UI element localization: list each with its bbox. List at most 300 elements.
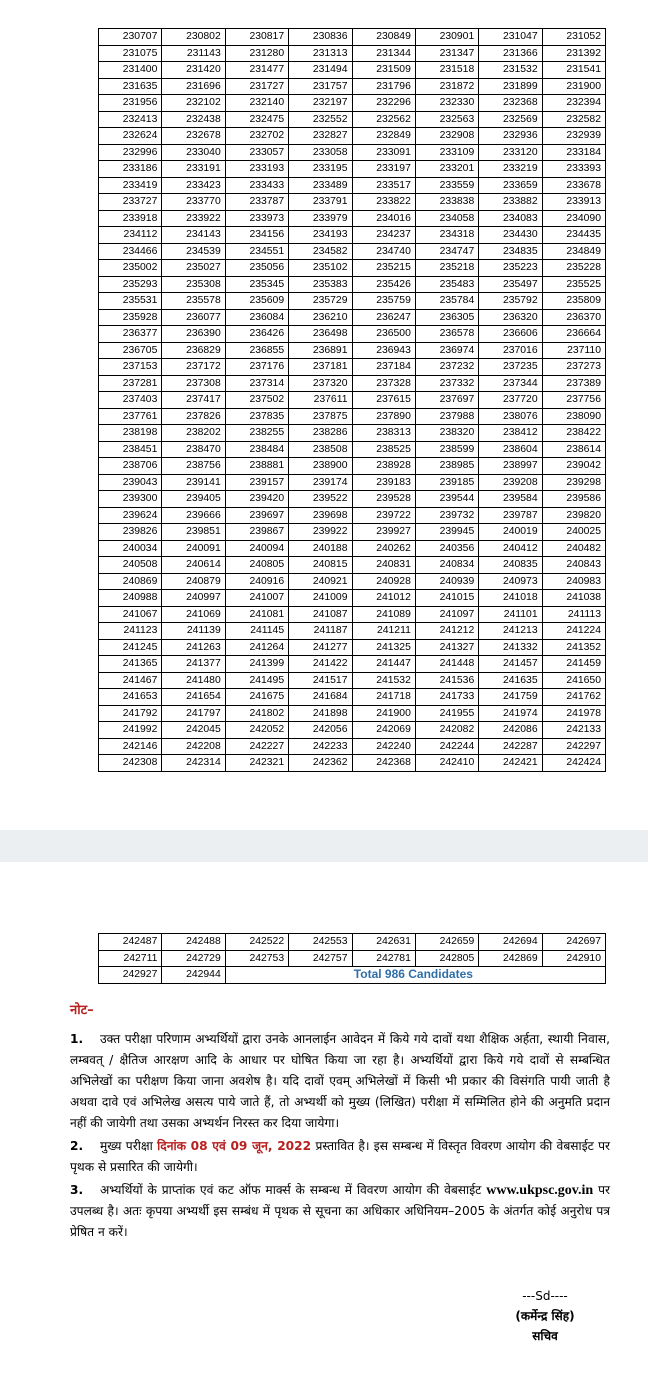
table-cell: 241422 — [289, 656, 352, 673]
table-cell: 240188 — [289, 540, 352, 557]
table-cell: 233423 — [162, 177, 225, 194]
table-row — [99, 177, 606, 194]
table-row — [99, 672, 606, 689]
table-cell: 241675 — [225, 689, 288, 706]
table-cell: 233918 — [99, 210, 162, 227]
table-row — [99, 375, 606, 392]
table-cell: 242487 — [99, 934, 162, 951]
table-cell: 232827 — [289, 128, 352, 145]
table-cell: 236305 — [415, 309, 478, 326]
table-cell: 233678 — [542, 177, 605, 194]
table-cell: 232296 — [352, 95, 415, 112]
table-cell: 237184 — [352, 359, 415, 376]
table-cell: 238198 — [99, 425, 162, 442]
table-cell: 242659 — [415, 934, 478, 951]
table-cell: 240921 — [289, 573, 352, 590]
table-cell: 237502 — [225, 392, 288, 409]
table-cell: 240997 — [162, 590, 225, 607]
table-cell: 241067 — [99, 606, 162, 623]
table-cell: 237988 — [415, 408, 478, 425]
table-row — [99, 623, 606, 640]
table-cell: 234143 — [162, 227, 225, 244]
table-cell: 239697 — [225, 507, 288, 524]
table-cell: 237110 — [542, 342, 605, 359]
table-cell: 236664 — [542, 326, 605, 343]
table-cell: 235531 — [99, 293, 162, 310]
table-cell: 230849 — [352, 29, 415, 46]
table-row — [99, 111, 606, 128]
table-cell: 231392 — [542, 45, 605, 62]
table-cell: 234740 — [352, 243, 415, 260]
table-cell: 238604 — [479, 441, 542, 458]
table-cell: 240508 — [99, 557, 162, 574]
table-cell: 233191 — [162, 161, 225, 178]
table-row — [99, 161, 606, 178]
table-cell: 242133 — [542, 722, 605, 739]
table-cell: 231366 — [479, 45, 542, 62]
table-cell: 239826 — [99, 524, 162, 541]
total-candidates: Total 986 Candidates — [225, 967, 605, 984]
table-cell: 232936 — [479, 128, 542, 145]
table-cell: 241081 — [225, 606, 288, 623]
page-gap — [0, 830, 648, 862]
table-cell: 239298 — [542, 474, 605, 491]
table-cell: 231532 — [479, 62, 542, 79]
table-cell: 235809 — [542, 293, 605, 310]
table-cell: 231899 — [479, 78, 542, 95]
table-cell: 238614 — [542, 441, 605, 458]
table-cell: 238928 — [352, 458, 415, 475]
table-cell: 236855 — [225, 342, 288, 359]
table-cell: 239867 — [225, 524, 288, 541]
table-cell: 241139 — [162, 623, 225, 640]
table-cell: 241653 — [99, 689, 162, 706]
table-cell: 238090 — [542, 408, 605, 425]
table-cell: 242056 — [289, 722, 352, 739]
table-cell: 235027 — [162, 260, 225, 277]
table-cell: 232939 — [542, 128, 605, 145]
table-row — [99, 755, 606, 772]
table-cell: 242308 — [99, 755, 162, 772]
table-cell: 232996 — [99, 144, 162, 161]
table-cell: 237176 — [225, 359, 288, 376]
table-cell: 240939 — [415, 573, 478, 590]
table-cell: 232563 — [415, 111, 478, 128]
table-cell: 241399 — [225, 656, 288, 673]
table-cell: 241635 — [479, 672, 542, 689]
table-cell: 231757 — [289, 78, 352, 95]
table-cell: 242208 — [162, 738, 225, 755]
table-cell: 234193 — [289, 227, 352, 244]
table-cell: 242694 — [479, 934, 542, 951]
table-cell: 241101 — [479, 606, 542, 623]
table-cell: 241327 — [415, 639, 478, 656]
table-cell: 236829 — [162, 342, 225, 359]
table-cell: 231420 — [162, 62, 225, 79]
table-row — [99, 950, 606, 967]
table-cell: 241352 — [542, 639, 605, 656]
table-cell: 231900 — [542, 78, 605, 95]
table-cell: 232702 — [225, 128, 288, 145]
table-cell: 239528 — [352, 491, 415, 508]
table-cell: 239624 — [99, 507, 162, 524]
table-cell: 235102 — [289, 260, 352, 277]
signature-block — [470, 1286, 620, 1346]
table-cell: 241974 — [479, 705, 542, 722]
table-cell: 242314 — [162, 755, 225, 772]
table-cell: 242368 — [352, 755, 415, 772]
table-cell: 241684 — [289, 689, 352, 706]
table-cell: 235483 — [415, 276, 478, 293]
table-cell: 241797 — [162, 705, 225, 722]
table-cell: 237697 — [415, 392, 478, 409]
table-cell: 231075 — [99, 45, 162, 62]
table-cell: 234539 — [162, 243, 225, 260]
table-cell: 241955 — [415, 705, 478, 722]
table-cell: 231347 — [415, 45, 478, 62]
table-cell: 242553 — [289, 934, 352, 951]
table-cell: 232197 — [289, 95, 352, 112]
table-cell: 241263 — [162, 639, 225, 656]
table-cell: 242086 — [479, 722, 542, 739]
table-cell: 241792 — [99, 705, 162, 722]
table-cell: 242631 — [352, 934, 415, 951]
table-cell: 242697 — [542, 934, 605, 951]
note-2-number: 2. — [70, 1139, 84, 1153]
table-row — [99, 309, 606, 326]
table-cell: 236210 — [289, 309, 352, 326]
table-cell: 238706 — [99, 458, 162, 475]
table-cell: 241012 — [352, 590, 415, 607]
table-cell: 242729 — [162, 950, 225, 967]
table-cell: 241447 — [352, 656, 415, 673]
table-cell: 233109 — [415, 144, 478, 161]
table-row — [99, 210, 606, 227]
table-cell: 233186 — [99, 161, 162, 178]
table-row — [99, 29, 606, 46]
table-cell: 241650 — [542, 672, 605, 689]
table-cell: 236426 — [225, 326, 288, 343]
table-cell: 241654 — [162, 689, 225, 706]
table-cell: 241264 — [225, 639, 288, 656]
table-cell: 237016 — [479, 342, 542, 359]
table-cell: 236943 — [352, 342, 415, 359]
table-cell: 232908 — [415, 128, 478, 145]
table-cell: 230836 — [289, 29, 352, 46]
table-cell: 238756 — [162, 458, 225, 475]
table-cell: 240094 — [225, 540, 288, 557]
table-cell: 235056 — [225, 260, 288, 277]
table-row — [99, 425, 606, 442]
roll-number-table-2 — [98, 933, 606, 984]
table-cell: 242146 — [99, 738, 162, 755]
table-cell: 237172 — [162, 359, 225, 376]
table-cell: 242424 — [542, 755, 605, 772]
table-cell: 232849 — [352, 128, 415, 145]
table-cell: 231509 — [352, 62, 415, 79]
table-cell: 233973 — [225, 210, 288, 227]
table-cell: 242362 — [289, 755, 352, 772]
table-row — [99, 359, 606, 376]
table-cell: 231518 — [415, 62, 478, 79]
table-cell: 233197 — [352, 161, 415, 178]
table-cell: 237153 — [99, 359, 162, 376]
table-cell: 235345 — [225, 276, 288, 293]
table-row — [99, 194, 606, 211]
table-row — [99, 573, 606, 590]
table-cell: 242069 — [352, 722, 415, 739]
table-cell: 234318 — [415, 227, 478, 244]
table-cell: 238525 — [352, 441, 415, 458]
table-cell: 236500 — [352, 326, 415, 343]
table-cell: 238470 — [162, 441, 225, 458]
table-cell: 232438 — [162, 111, 225, 128]
table-cell: 240843 — [542, 557, 605, 574]
table-cell: 241097 — [415, 606, 478, 623]
table-cell: 234849 — [542, 243, 605, 260]
table-cell: 240091 — [162, 540, 225, 557]
table-cell: 233184 — [542, 144, 605, 161]
table-cell: 232394 — [542, 95, 605, 112]
table-cell: 241113 — [542, 606, 605, 623]
table-cell: 237890 — [352, 408, 415, 425]
table-cell: 231143 — [162, 45, 225, 62]
notes-section — [70, 1000, 610, 1245]
table-cell: 242781 — [352, 950, 415, 967]
table-cell: 240834 — [415, 557, 478, 574]
table-cell: 238202 — [162, 425, 225, 442]
signature-sd: ---Sd---- — [522, 1289, 568, 1303]
table-cell: 233913 — [542, 194, 605, 211]
table-cell: 240928 — [352, 573, 415, 590]
table-cell: 237403 — [99, 392, 162, 409]
table-cell: 233193 — [225, 161, 288, 178]
table-cell: 241733 — [415, 689, 478, 706]
table-cell: 233882 — [479, 194, 542, 211]
table-cell: 237835 — [225, 408, 288, 425]
table-cell: 238881 — [225, 458, 288, 475]
table-cell: 241457 — [479, 656, 542, 673]
table-cell: 239787 — [479, 507, 542, 524]
table-cell: 233770 — [162, 194, 225, 211]
table-cell: 242287 — [479, 738, 542, 755]
table-cell: 235578 — [162, 293, 225, 310]
table-cell: 239851 — [162, 524, 225, 541]
table-cell: 237761 — [99, 408, 162, 425]
table-row — [99, 458, 606, 475]
signatory-name: (कर्मेन्द्र सिंह) — [515, 1309, 575, 1323]
table-cell: 240412 — [479, 540, 542, 557]
table-cell: 234430 — [479, 227, 542, 244]
table-cell: 239922 — [289, 524, 352, 541]
table-cell: 238412 — [479, 425, 542, 442]
table-cell: 240973 — [479, 573, 542, 590]
table-cell: 231541 — [542, 62, 605, 79]
exam-date: दिनांक 08 एवं 09 जून, 2022 — [157, 1139, 312, 1153]
table-cell: 237308 — [162, 375, 225, 392]
table-cell: 241900 — [352, 705, 415, 722]
table-cell: 237615 — [352, 392, 415, 409]
table-cell: 234156 — [225, 227, 288, 244]
table-cell: 238320 — [415, 425, 478, 442]
table-cell: 239698 — [289, 507, 352, 524]
table-cell: 240034 — [99, 540, 162, 557]
table-cell: 233219 — [479, 161, 542, 178]
table-cell: 233058 — [289, 144, 352, 161]
table-cell: 236606 — [479, 326, 542, 343]
table-cell: 235792 — [479, 293, 542, 310]
table-cell: 240869 — [99, 573, 162, 590]
table-cell: 242410 — [415, 755, 478, 772]
table-cell: 237235 — [479, 359, 542, 376]
table-cell: 242244 — [415, 738, 478, 755]
table-cell: 234466 — [99, 243, 162, 260]
table-row — [99, 276, 606, 293]
table-cell: 237281 — [99, 375, 162, 392]
table-cell: 241123 — [99, 623, 162, 640]
table-cell: 237611 — [289, 392, 352, 409]
table-cell: 242805 — [415, 950, 478, 967]
table-cell: 239141 — [162, 474, 225, 491]
table-cell: 234582 — [289, 243, 352, 260]
table-cell: 241069 — [162, 606, 225, 623]
table-cell: 238451 — [99, 441, 162, 458]
table-row — [99, 557, 606, 574]
table-cell: 237344 — [479, 375, 542, 392]
table-cell: 239157 — [225, 474, 288, 491]
table-row — [99, 689, 606, 706]
table-cell: 241718 — [352, 689, 415, 706]
table-cell: 241211 — [352, 623, 415, 640]
table-cell: 241448 — [415, 656, 478, 673]
table-cell: 237314 — [225, 375, 288, 392]
table-row — [99, 243, 606, 260]
table-cell: 242910 — [542, 950, 605, 967]
table-cell: 241459 — [542, 656, 605, 673]
table-cell: 232624 — [99, 128, 162, 145]
table-cell: 236498 — [289, 326, 352, 343]
table-cell: 239820 — [542, 507, 605, 524]
table-cell: 232368 — [479, 95, 542, 112]
note-2-post: प्रस्तावित है। इस सम्बन्ध में विस्तृत विवरण आयोग की वेबसाईट पर पृथक से प्रसारित की जायेगी। — [70, 1139, 611, 1174]
table-row — [99, 606, 606, 623]
table-cell: 239586 — [542, 491, 605, 508]
table-cell: 235383 — [289, 276, 352, 293]
table-cell: 241213 — [479, 623, 542, 640]
table-cell: 241517 — [289, 672, 352, 689]
table-cell: 240988 — [99, 590, 162, 607]
table-cell: 239208 — [479, 474, 542, 491]
table-cell: 233822 — [352, 194, 415, 211]
table-cell: 236974 — [415, 342, 478, 359]
table-cell: 241532 — [352, 672, 415, 689]
table-cell: 236705 — [99, 342, 162, 359]
table-cell: 234112 — [99, 227, 162, 244]
table-row — [99, 326, 606, 343]
table-row — [99, 227, 606, 244]
table-cell: 239405 — [162, 491, 225, 508]
table-cell: 242045 — [162, 722, 225, 739]
table-cell: 237273 — [542, 359, 605, 376]
table-cell: 237232 — [415, 359, 478, 376]
table-cell: 231956 — [99, 95, 162, 112]
table-cell: 233433 — [225, 177, 288, 194]
table-cell: 235223 — [479, 260, 542, 277]
table-row — [99, 474, 606, 491]
website-link: www.ukpsc.gov.in — [486, 1183, 594, 1198]
table-cell: 233195 — [289, 161, 352, 178]
table-cell: 237756 — [542, 392, 605, 409]
table-cell: 230901 — [415, 29, 478, 46]
table-cell: 237181 — [289, 359, 352, 376]
table-cell: 230707 — [99, 29, 162, 46]
table-row — [99, 392, 606, 409]
table-cell: 232678 — [162, 128, 225, 145]
table-cell: 241087 — [289, 606, 352, 623]
table-cell: 235928 — [99, 309, 162, 326]
table-cell: 235215 — [352, 260, 415, 277]
table-cell: 240879 — [162, 573, 225, 590]
table-cell: 237389 — [542, 375, 605, 392]
table-cell: 242711 — [99, 950, 162, 967]
table-cell: 235609 — [225, 293, 288, 310]
table-cell: 237826 — [162, 408, 225, 425]
table-cell: 241038 — [542, 590, 605, 607]
signatory-designation: सचिव — [532, 1329, 558, 1343]
table-cell: 235525 — [542, 276, 605, 293]
table-row — [99, 260, 606, 277]
note-3 — [70, 1180, 610, 1243]
table-cell: 242869 — [479, 950, 542, 967]
table-row — [99, 656, 606, 673]
table-cell: 242757 — [289, 950, 352, 967]
table-cell: 232140 — [225, 95, 288, 112]
table-cell: 233517 — [352, 177, 415, 194]
table-cell: 238997 — [479, 458, 542, 475]
table-cell: 242052 — [225, 722, 288, 739]
table-row — [99, 738, 606, 755]
table-cell: 242233 — [289, 738, 352, 755]
table-cell: 239043 — [99, 474, 162, 491]
table-cell: 241277 — [289, 639, 352, 656]
table-cell: 239722 — [352, 507, 415, 524]
table-cell: 242753 — [225, 950, 288, 967]
note-1-text: उक्त परीक्षा परिणाम अभ्यर्थियों द्वारा उनके आनलाईन आवेदन में किये गये दावों यथा शैक्षिक अर्हता, स्थायी निवास, लम्बवत् / क्षैतिज आरक्षण आदि के आधार पर घोषित किया जा रहा है। अभ्यर्थियों द्वारा किये गये दावों से सम्बन्धित अभिलेखों का परीक्षण किया जाना अवशेष है। यदि दावों एवम् अभिलेखों में किसी भी प्रकार की विसंगति पायी जाती है अथवा दावे एवं अभिलेख असत्य पाये जाते हैं, तो अभ्यर्थी को मुख्य (लिखित) परीक्षा में सम्मिलित होने की अनुमति प्रदान नहीं की जायेगी तथा उसका अभ्यर्थन निरस्त कर दिया जायेगा। — [70, 1032, 610, 1130]
table-cell: 231400 — [99, 62, 162, 79]
table-cell: 231494 — [289, 62, 352, 79]
table-cell: 236578 — [415, 326, 478, 343]
table-cell: 239927 — [352, 524, 415, 541]
table-cell: 241009 — [289, 590, 352, 607]
note-3-pre: अभ्यर्थियों के प्राप्तांक एवं कट ऑफ मार्क्स के सम्बन्ध में विवरण आयोग की वेबसाईट — [100, 1183, 482, 1197]
table-cell: 233791 — [289, 194, 352, 211]
table-row-last — [99, 967, 606, 984]
table-cell: 232562 — [352, 111, 415, 128]
table-cell: 236891 — [289, 342, 352, 359]
table-cell: 239544 — [415, 491, 478, 508]
table-cell: 240805 — [225, 557, 288, 574]
table-cell: 241898 — [289, 705, 352, 722]
table-cell: 235002 — [99, 260, 162, 277]
table-cell: 239522 — [289, 491, 352, 508]
table-cell: 240019 — [479, 524, 542, 541]
table-cell: 234058 — [415, 210, 478, 227]
table-row — [99, 408, 606, 425]
table-cell: 240262 — [352, 540, 415, 557]
table-cell: 232475 — [225, 111, 288, 128]
table-cell: 237417 — [162, 392, 225, 409]
table-cell: 237332 — [415, 375, 478, 392]
